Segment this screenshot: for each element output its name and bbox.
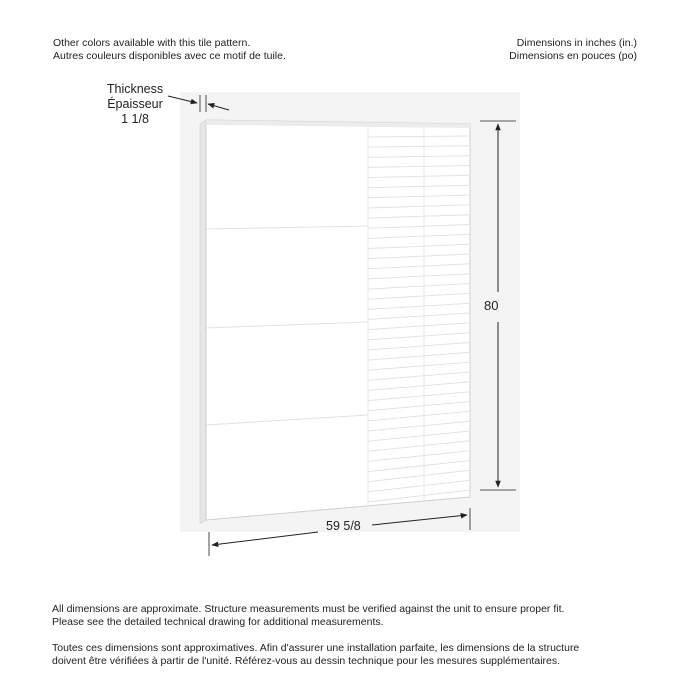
disclaimer-en xyxy=(52,603,662,629)
panel-side-edge xyxy=(200,120,206,524)
disclaimer-fr-line2: doivent être vérifiées à partir de l'unité. Référez-vous au dessin technique pour les mesures supplémentaires. xyxy=(52,655,561,667)
wall-panel xyxy=(206,120,470,520)
disclaimer-en-line2: Please see the detailed technical drawing for additional measurements. xyxy=(52,616,384,628)
units-note-fr: Dimensions en pouces (po) xyxy=(509,50,637,62)
width-arrow-left xyxy=(212,532,318,545)
height-dimension: 80 xyxy=(484,298,499,313)
colors-note-en: Other colors available with this tile pattern. xyxy=(53,37,251,49)
units-note-en: Dimensions in inches (in.) xyxy=(516,37,637,49)
thickness-value: 1 1/8 xyxy=(121,112,149,126)
disclaimer-fr xyxy=(52,642,672,668)
width-dimension: 59 5/8 xyxy=(326,519,361,533)
disclaimer-fr-line1: Toutes ces dimensions sont approximatives. Afin d'assurer une installation parfaite, les dimensions de la structure xyxy=(52,642,580,654)
thickness-label-en: Thickness xyxy=(106,82,164,96)
disclaimer-en-line1: All dimensions are approximate. Structure measurements must be verified against the unit to ensure proper fit. xyxy=(52,603,565,615)
thickness-label-fr: Épaisseur xyxy=(107,97,163,111)
colors-note-fr: Autres couleurs disponibles avec ce motif de tuile. xyxy=(53,50,286,62)
